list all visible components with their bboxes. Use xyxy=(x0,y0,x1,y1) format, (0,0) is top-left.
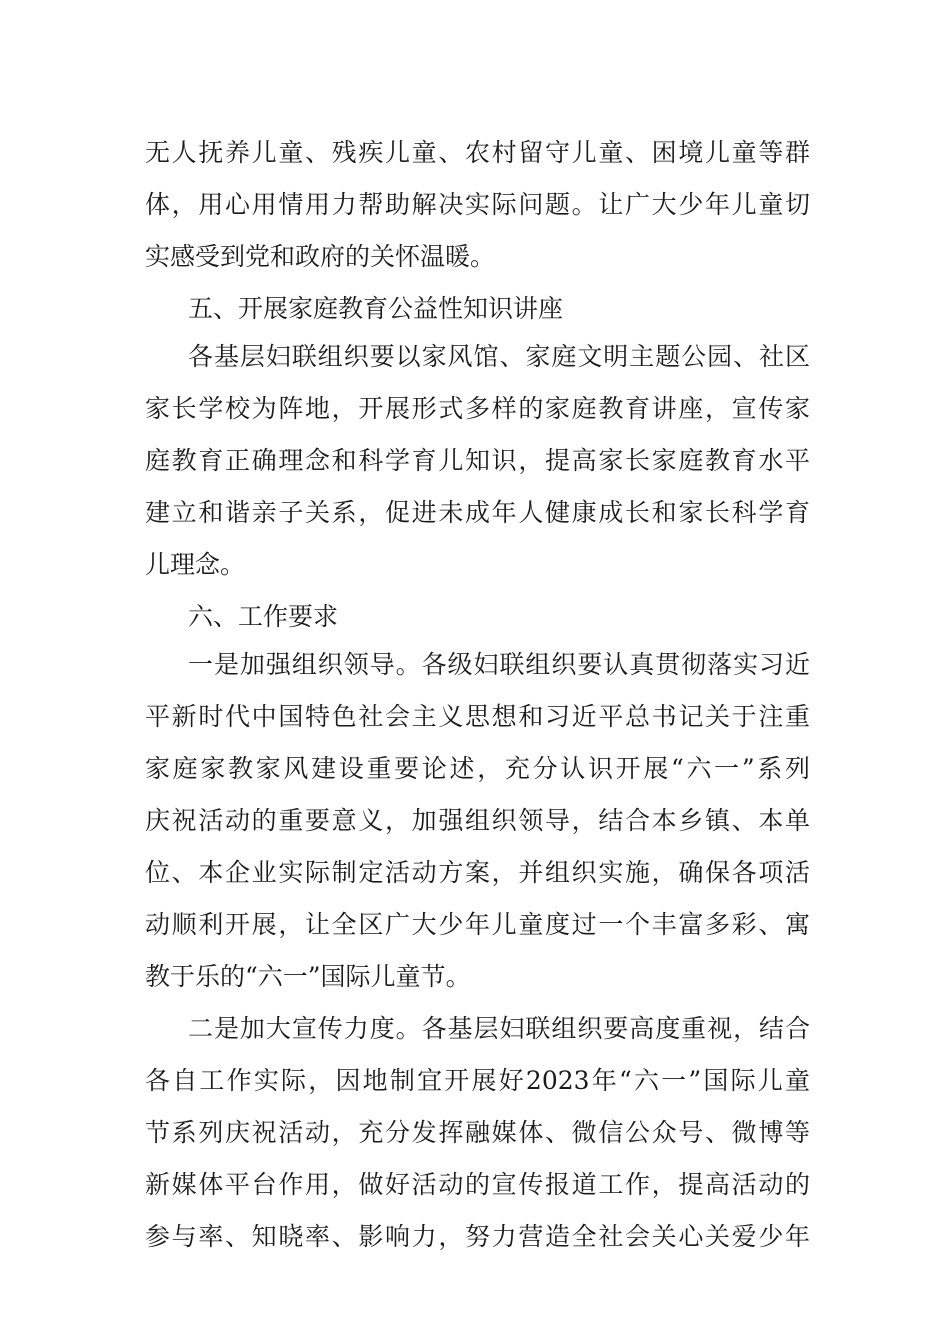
text-line: 节系列庆祝活动，充分发挥融媒体、微信公众号、微博等 xyxy=(145,1118,810,1147)
text-line: 庭教育正确理念和科学育儿知识，提高家长家庭教育水平 xyxy=(145,446,810,475)
text-line: 参与率、知晓率、影响力，努力营造全社会关心关爱少年 xyxy=(145,1222,810,1251)
text-line: 儿理念。 xyxy=(145,550,246,579)
text-line: 体，用心用情用力帮助解决实际问题。让广大少年儿童切 xyxy=(145,190,810,219)
text-line: 动顺利开展，让全区广大少年儿童度过一个丰富多彩、寓 xyxy=(145,910,810,939)
text-line: 无人抚养儿童、残疾儿童、农村留守儿童、困境儿童等群 xyxy=(145,138,810,167)
section-heading: 五、开展家庭教育公益性知识讲座 xyxy=(188,294,564,323)
text-line: 庆祝活动的重要意义，加强组织领导，结合本乡镇、本单 xyxy=(145,806,810,835)
text-line: 二是加大宣传力度。各基层妇联组织要高度重视，结合 xyxy=(188,1014,810,1043)
text-line: 平新时代中国特色社会主义思想和习近平总书记关于注重 xyxy=(145,702,810,731)
text-line: 位、本企业实际制定活动方案，并组织实施，确保各项活 xyxy=(145,858,810,887)
text-line: 家庭家教家风建设重要论述，充分认识开展“六一”系列 xyxy=(145,754,810,783)
text-line: 各自工作实际，因地制宜开展好2023年“六一”国际儿童 xyxy=(145,1066,810,1095)
text-line: 教于乐的“六一”国际儿童节。 xyxy=(145,962,471,991)
text-line: 家长学校为阵地，开展形式多样的家庭教育讲座，宣传家 xyxy=(145,394,810,423)
text-line: 新媒体平台作用，做好活动的宣传报道工作，提高活动的 xyxy=(145,1170,810,1199)
text-line: 建立和谐亲子关系，促进未成年人健康成长和家长科学育 xyxy=(145,498,810,527)
text-line: 一是加强组织领导。各级妇联组织要认真贯彻落实习近 xyxy=(188,650,810,679)
text-line: 各基层妇联组织要以家风馆、家庭文明主题公园、社区 xyxy=(188,342,810,371)
text-line: 实感受到党和政府的关怀温暖。 xyxy=(145,242,496,271)
section-heading: 六、工作要求 xyxy=(188,602,339,631)
